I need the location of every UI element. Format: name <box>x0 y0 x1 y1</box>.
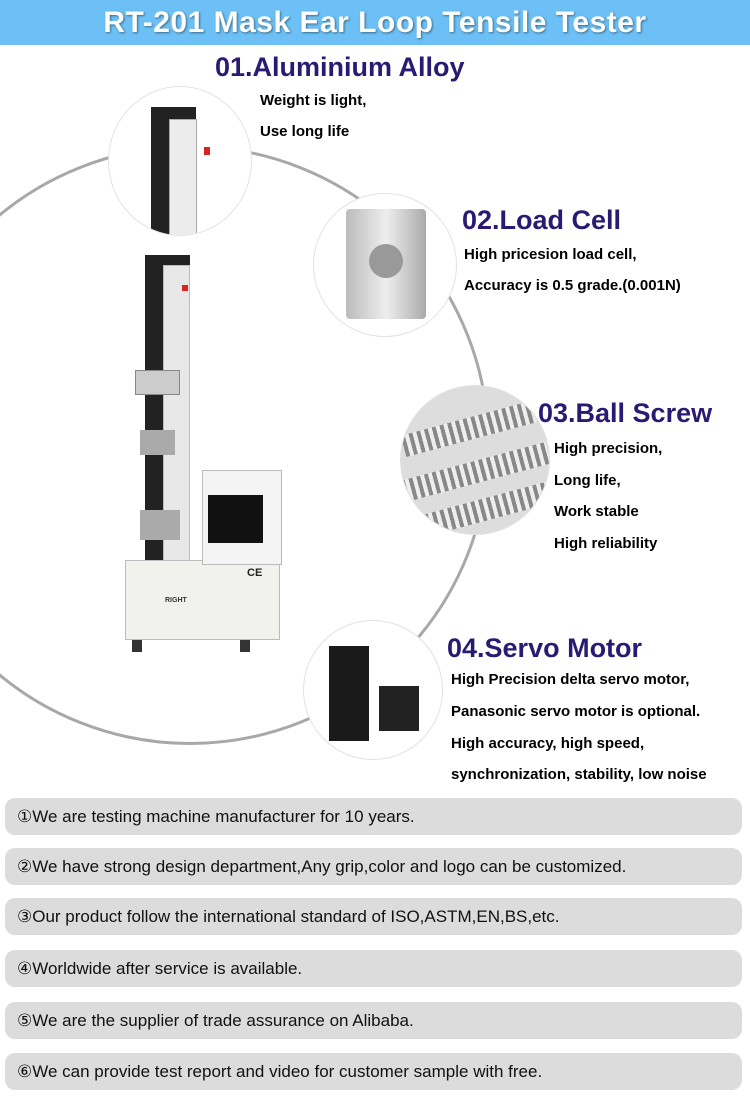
feature-line: Accuracy is 0.5 grade.(0.001N) <box>464 277 681 294</box>
selling-point: ③Our product follow the international standard of ISO,ASTM,EN,BS,etc. <box>5 898 742 935</box>
feature-line: Panasonic servo motor is optional. <box>451 703 701 720</box>
feature-line: High reliability <box>554 535 658 552</box>
selling-point: ②We have strong design department,Any grip,color and logo can be customized. <box>5 848 742 885</box>
feature-title: 02.Load Cell <box>462 205 622 235</box>
servo-motor-image <box>303 620 443 760</box>
feature-line: High accuracy, high speed, <box>451 735 645 752</box>
feature-title: 04.Servo Motor <box>447 633 643 663</box>
ball-screw-image <box>400 385 550 535</box>
feature-title: 01.Aluminium Alloy <box>215 52 465 82</box>
ce-mark: CE <box>247 567 263 579</box>
feature-line: High precision, <box>554 440 663 457</box>
selling-point: ④Worldwide after service is available. <box>5 950 742 987</box>
feature-line: High Precision delta servo motor, <box>451 671 690 688</box>
feature-title: 03.Ball Screw <box>538 398 713 428</box>
tensile-tester-machine-image <box>120 255 290 665</box>
brand-label: RIGHT <box>165 597 187 604</box>
selling-point: ⑤We are the supplier of trade assurance on Alibaba. <box>5 1002 742 1039</box>
feature-line: Use long life <box>260 123 350 140</box>
selling-point: ⑥We can provide test report and video for customer sample with free. <box>5 1053 742 1090</box>
feature-line: Long life, <box>554 472 621 489</box>
page-title: RT-201 Mask Ear Loop Tensile Tester <box>103 6 647 39</box>
aluminium-alloy-image <box>108 86 252 236</box>
header-banner <box>0 0 750 45</box>
feature-line: Work stable <box>554 503 639 520</box>
feature-line: synchronization, stability, low noise <box>451 766 707 783</box>
feature-line: Weight is light, <box>260 92 367 109</box>
selling-point: ①We are testing machine manufacturer for 10 years. <box>5 798 742 835</box>
feature-line: High pricesion load cell, <box>464 246 637 263</box>
load-cell-image <box>313 193 457 337</box>
